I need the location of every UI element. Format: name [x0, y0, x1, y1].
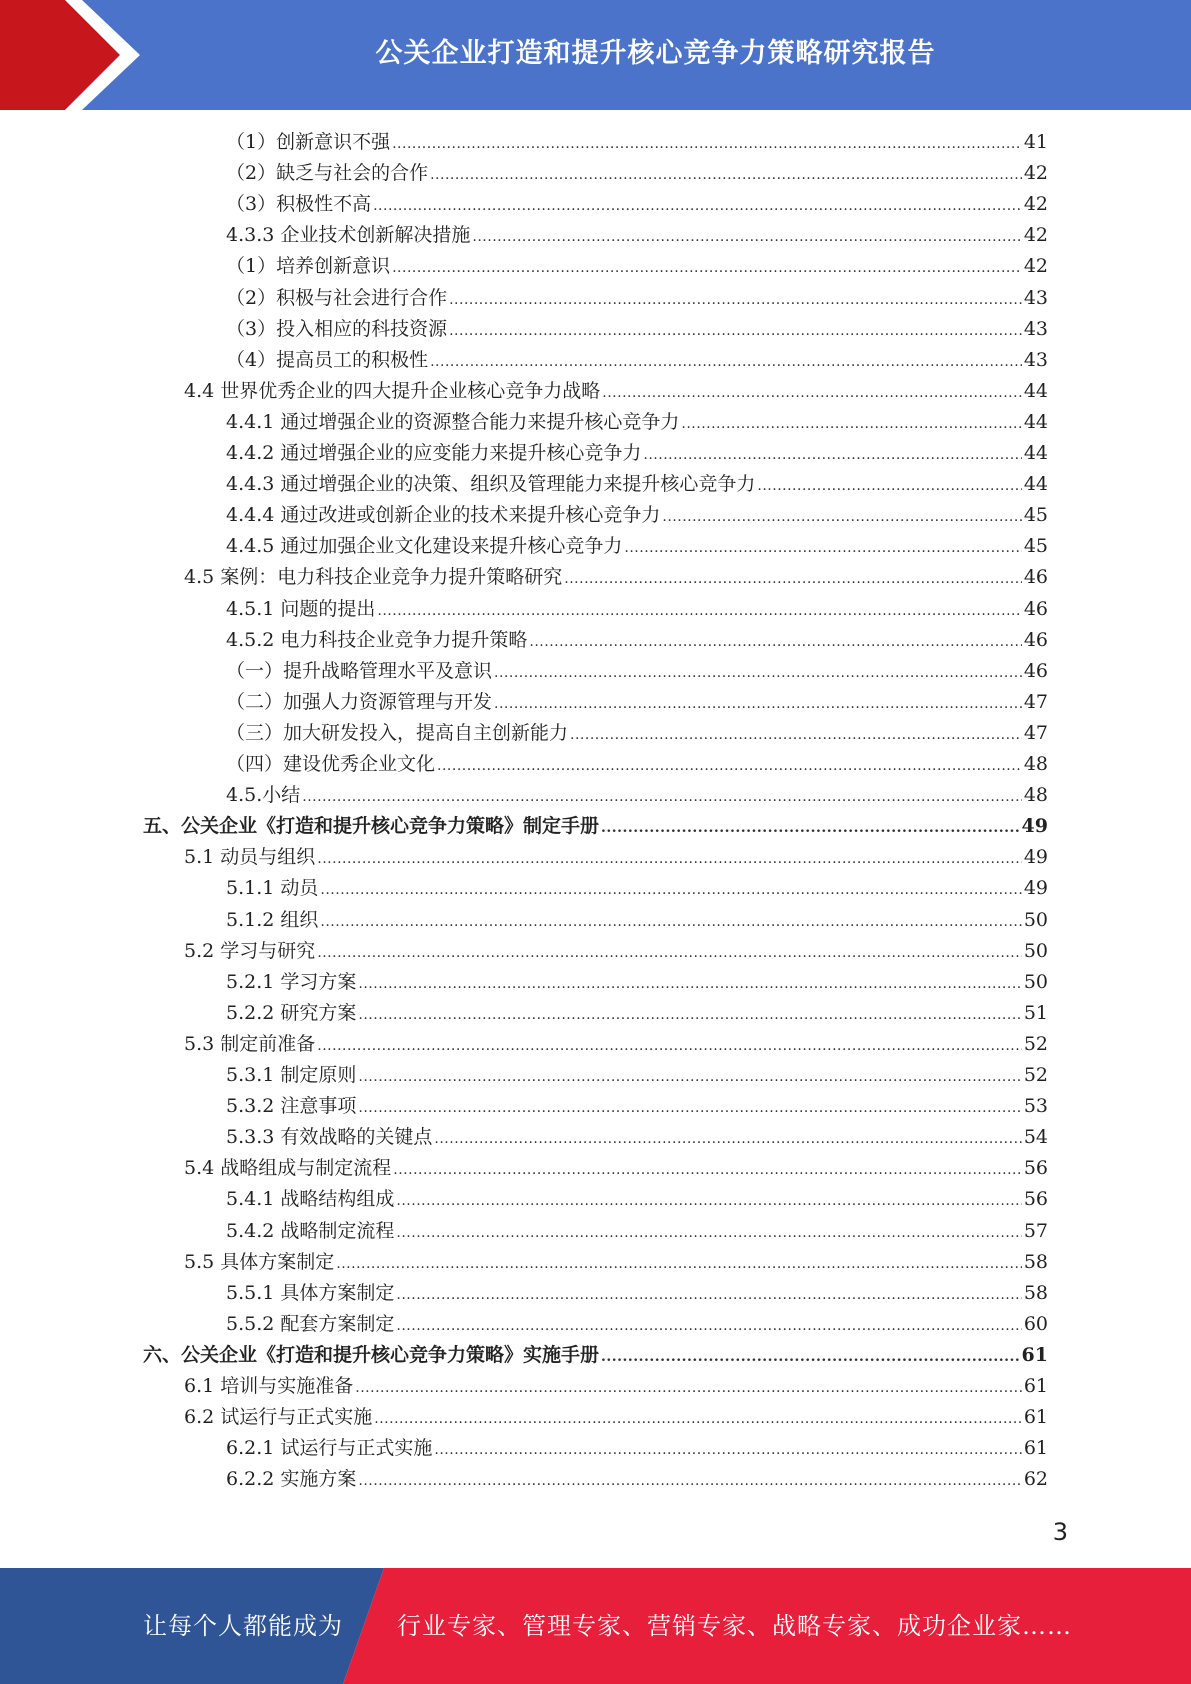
toc-entry[interactable]: [143, 1340, 1048, 1371]
page-title: 公关企业打造和提升核心竞争力策略研究报告: [375, 37, 936, 69]
toc-entry[interactable]: [226, 967, 1048, 998]
toc-entry-title: 6.2.2 实施方案: [226, 1468, 357, 1491]
toc-entry[interactable]: [226, 345, 1048, 376]
toc-entry[interactable]: [226, 500, 1048, 531]
toc-entry-title: 4.3.3 企业技术创新解决措施: [226, 224, 471, 247]
toc-entry[interactable]: [184, 1247, 1048, 1278]
toc-dot-leader: [662, 502, 1021, 533]
toc-entry[interactable]: [226, 314, 1048, 345]
toc-entry[interactable]: [184, 936, 1048, 967]
toc-entry[interactable]: [226, 1091, 1048, 1122]
toc-entry[interactable]: [226, 469, 1048, 500]
toc-dot-leader: [643, 440, 1021, 471]
toc-dot-leader: [358, 1093, 1021, 1124]
toc-entry-title: 5.4.2 战略制定流程: [226, 1219, 395, 1242]
toc-entry-page: 49: [1023, 846, 1048, 869]
toc-entry-title: 5.5.2 配套方案制定: [226, 1312, 395, 1335]
toc-entry[interactable]: [226, 283, 1048, 314]
toc-dot-leader: [393, 1155, 1022, 1186]
toc-entry-page: 58: [1023, 1281, 1048, 1304]
toc-entry-title: 4.5 案例：电力科技企业竞争力提升策略研究: [184, 566, 563, 589]
toc-entry-title: 5.1 动员与组织: [184, 846, 316, 869]
toc-dot-leader: [358, 1466, 1021, 1497]
toc-entry[interactable]: [226, 438, 1048, 469]
toc-entry-title: 六、公关企业《打造和提升核心竞争力策略》实施手册: [143, 1343, 600, 1366]
toc-entry-page: 47: [1023, 690, 1048, 713]
footer-slogan: 让每个人都能成为: [143, 1612, 343, 1640]
toc-entry[interactable]: [226, 189, 1048, 220]
toc-entry-title: 4.4.1 通过增强企业的资源整合能力来提升核心竞争力: [226, 410, 680, 433]
toc-entry-title: 5.2 学习与研究: [184, 939, 316, 962]
toc-entry-title: （3）投入相应的科技资源: [226, 317, 448, 340]
toc-entry-title: 5.2.1 学习方案: [226, 970, 357, 993]
toc-entry-page: 50: [1023, 939, 1048, 962]
toc-entry-page: 42: [1023, 255, 1048, 278]
toc-entry[interactable]: [226, 1278, 1048, 1309]
toc-dot-leader: [392, 253, 1022, 284]
toc-dot-leader: [430, 160, 1022, 191]
toc-entry[interactable]: [226, 780, 1048, 811]
toc-entry-page: 49: [1021, 815, 1048, 838]
toc-dot-leader: [601, 1342, 1020, 1373]
toc-entry-page: 58: [1023, 1250, 1048, 1273]
toc-entry[interactable]: [184, 1153, 1048, 1184]
toc-entry-page: 61: [1021, 1343, 1048, 1366]
toc-entry[interactable]: [184, 1371, 1048, 1402]
toc-entry-page: 47: [1023, 721, 1048, 744]
toc-entry-page: 48: [1023, 784, 1048, 807]
toc-entry-page: 53: [1023, 1095, 1048, 1118]
toc-entry-page: 43: [1023, 317, 1048, 340]
toc-entry[interactable]: [226, 251, 1048, 282]
toc-entry-page: 54: [1023, 1126, 1048, 1149]
toc-entry-page: 56: [1023, 1157, 1048, 1180]
toc-entry[interactable]: [184, 1402, 1048, 1433]
toc-entry-page: 50: [1023, 970, 1048, 993]
toc-entry-title: 6.2.1 试运行与正式实施: [226, 1437, 433, 1460]
toc-entry-page: 45: [1023, 535, 1048, 558]
toc-dot-leader: [336, 1249, 1022, 1280]
toc-entry-page: 52: [1023, 1064, 1048, 1086]
toc-entry-page: 42: [1023, 224, 1048, 247]
toc-entry-page: 41: [1023, 131, 1048, 153]
toc-entry-title: （三）加大研发投入，提高自主创新能力: [226, 721, 569, 744]
toc-dot-leader: [396, 1218, 1021, 1249]
toc-entry-title: （二）加强人力资源管理与开发: [226, 690, 493, 713]
toc-entry[interactable]: [143, 811, 1048, 842]
toc-dot-leader: [392, 129, 1022, 160]
toc-dot-leader: [374, 1404, 1022, 1435]
toc-dot-leader: [317, 844, 1022, 875]
toc-dot-leader: [757, 471, 1021, 502]
toc-dot-leader: [396, 1280, 1021, 1311]
chevron-arrow-icon: [0, 0, 160, 110]
toc-entry-page: 46: [1023, 628, 1048, 651]
toc-entry-title: 4.4 世界优秀企业的四大提升企业核心竞争力战略: [184, 379, 601, 402]
toc-dot-leader: [529, 627, 1021, 658]
toc-dot-leader: [302, 782, 1022, 813]
toc-dot-leader: [317, 938, 1022, 969]
toc-dot-leader: [373, 191, 1022, 222]
toc-entry-page: 43: [1023, 286, 1048, 309]
toc-entry-title: 五、公关企业《打造和提升核心竞争力策略》制定手册: [143, 815, 600, 838]
toc-entry[interactable]: [184, 376, 1048, 407]
toc-entry-title: （2）缺乏与社会的合作: [226, 162, 429, 185]
toc-dot-leader: [601, 813, 1020, 844]
toc-entry[interactable]: [226, 1433, 1048, 1464]
toc-entry-title: 4.4.3 通过增强企业的决策、组织及管理能力来提升核心竞争力: [226, 473, 756, 496]
toc-entry[interactable]: [226, 1060, 1048, 1091]
toc-entry-title: 4.5.2 电力科技企业竞争力提升策略: [226, 628, 528, 651]
toc-entry[interactable]: [226, 749, 1048, 780]
toc-entry-title: 5.2.2 研究方案: [226, 1001, 357, 1024]
toc-entry-page: 45: [1023, 504, 1048, 527]
toc-entry-page: 48: [1023, 753, 1048, 775]
toc-entry-title: （1）培养创新意识: [226, 255, 391, 278]
toc-entry[interactable]: [226, 127, 1048, 158]
toc-entry[interactable]: [226, 1309, 1048, 1340]
toc-entry[interactable]: [226, 656, 1048, 687]
toc-entry-page: 52: [1023, 1032, 1048, 1055]
toc-dot-leader: [570, 720, 1022, 751]
footer-roles: 行业专家、管理专家、营销专家、战略专家、成功企业家……: [397, 1612, 1072, 1640]
toc-entry-title: 4.4.2 通过增强企业的应变能力来提升核心竞争力: [226, 442, 642, 464]
toc-dot-leader: [564, 564, 1022, 595]
toc-dot-leader: [396, 1311, 1021, 1342]
toc-entry-title: 6.2 试运行与正式实施: [184, 1406, 373, 1429]
toc-entry[interactable]: [226, 594, 1048, 625]
toc-entry-page: 46: [1023, 597, 1048, 620]
toc-entry-title: 5.5.1 具体方案制定: [226, 1281, 395, 1304]
toc-dot-leader: [317, 1031, 1022, 1062]
toc-entry-title: （4）提高员工的积极性: [226, 348, 429, 371]
toc-entry-title: 5.4.1 战略结构组成: [226, 1188, 395, 1211]
toc-entry[interactable]: [226, 158, 1048, 189]
toc-entry[interactable]: [226, 873, 1048, 904]
toc-entry-page: 56: [1023, 1188, 1048, 1211]
toc-entry-title: 5.4 战略组成与制定流程: [184, 1157, 392, 1180]
toc-dot-leader: [681, 409, 1021, 440]
toc-entry-page: 44: [1023, 442, 1048, 464]
toc-entry-page: 62: [1023, 1468, 1048, 1491]
page-number: 3: [1052, 1518, 1068, 1546]
toc-dot-leader: [437, 751, 1022, 782]
toc-entry[interactable]: [226, 1122, 1048, 1153]
toc-dot-leader: [434, 1124, 1021, 1155]
toc-entry-page: 43: [1023, 348, 1048, 371]
toc-entry[interactable]: [226, 905, 1048, 936]
toc-dot-leader: [320, 875, 1021, 906]
toc-entry-page: 51: [1023, 1001, 1048, 1024]
toc-entry-page: 46: [1023, 659, 1048, 682]
toc-dot-leader: [434, 1435, 1021, 1466]
toc-entry-title: 5.3.2 注意事项: [226, 1095, 357, 1118]
toc-entry-title: 4.5.小结: [226, 784, 301, 807]
toc-dot-leader: [472, 222, 1021, 253]
header-band: [0, 0, 1191, 110]
toc-entry[interactable]: [226, 407, 1048, 438]
toc-entry-title: 4.5.1 问题的提出: [226, 597, 376, 620]
toc-dot-leader: [358, 1062, 1021, 1093]
toc-entry[interactable]: [226, 998, 1048, 1029]
toc-entry-title: 5.3 制定前准备: [184, 1032, 316, 1055]
toc-dot-leader: [430, 347, 1022, 378]
toc-entry-title: 5.5 具体方案制定: [184, 1250, 335, 1273]
toc-entry-page: 57: [1023, 1219, 1048, 1242]
toc-entry-title: （一）提升战略管理水平及意识: [226, 659, 493, 682]
toc-entry[interactable]: [226, 718, 1048, 749]
toc-entry[interactable]: [226, 531, 1048, 562]
toc-entry[interactable]: [184, 562, 1048, 593]
toc-entry[interactable]: [226, 1184, 1048, 1215]
toc-entry[interactable]: [226, 220, 1048, 251]
toc-dot-leader: [358, 969, 1021, 1000]
toc-entry-page: 44: [1023, 379, 1048, 402]
toc-dot-leader: [449, 316, 1022, 347]
toc-dot-leader: [624, 533, 1021, 564]
toc-entry[interactable]: [184, 842, 1048, 873]
toc-entry-page: 60: [1023, 1312, 1048, 1335]
toc-entry-title: （2）积极与社会进行合作: [226, 286, 448, 309]
footer-band: [0, 1568, 1191, 1684]
toc-entry-title: （1）创新意识不强: [226, 131, 391, 153]
toc-entry-page: 42: [1023, 193, 1048, 216]
toc-entry-page: 44: [1023, 473, 1048, 496]
toc-entry-page: 44: [1023, 410, 1048, 433]
toc-entry[interactable]: [226, 1464, 1048, 1495]
toc-entry-title: 4.4.4 通过改进或创新企业的技术来提升核心竞争力: [226, 504, 661, 527]
toc-dot-leader: [320, 907, 1021, 938]
toc-dot-leader: [377, 596, 1021, 627]
toc-entry[interactable]: [226, 625, 1048, 656]
toc-entry-title: （3）积极性不高: [226, 193, 372, 216]
toc-entry-title: 5.3.1 制定原则: [226, 1064, 357, 1086]
toc-dot-leader: [494, 689, 1022, 720]
toc-entry-page: 61: [1023, 1437, 1048, 1460]
toc-entry-page: 61: [1023, 1375, 1048, 1397]
toc-dot-leader: [358, 1000, 1021, 1031]
toc-entry[interactable]: [184, 1029, 1048, 1060]
toc-entry-page: 61: [1023, 1406, 1048, 1429]
toc-entry-page: 42: [1023, 162, 1048, 185]
toc-dot-leader: [449, 285, 1022, 316]
toc-entry-title: 5.1.1 动员: [226, 877, 319, 900]
toc-dot-leader: [494, 658, 1022, 689]
toc-entry-page: 46: [1023, 566, 1048, 589]
toc-entry-page: 50: [1023, 908, 1048, 931]
toc-entry-title: 5.3.3 有效战略的关键点: [226, 1126, 433, 1149]
toc-entry-title: 5.1.2 组织: [226, 908, 319, 931]
toc-dot-leader: [396, 1186, 1021, 1217]
toc-entry-title: 4.4.5 通过加强企业文化建设来提升核心竞争力: [226, 535, 623, 558]
toc-entry-title: （四）建设优秀企业文化: [226, 753, 436, 775]
toc-dot-leader: [602, 378, 1022, 409]
toc-entry[interactable]: [226, 687, 1048, 718]
toc-entry[interactable]: [226, 1216, 1048, 1247]
toc-entry-title: 6.1 培训与实施准备: [184, 1375, 354, 1397]
toc-dot-leader: [355, 1373, 1022, 1404]
toc-entry-page: 49: [1023, 877, 1048, 900]
